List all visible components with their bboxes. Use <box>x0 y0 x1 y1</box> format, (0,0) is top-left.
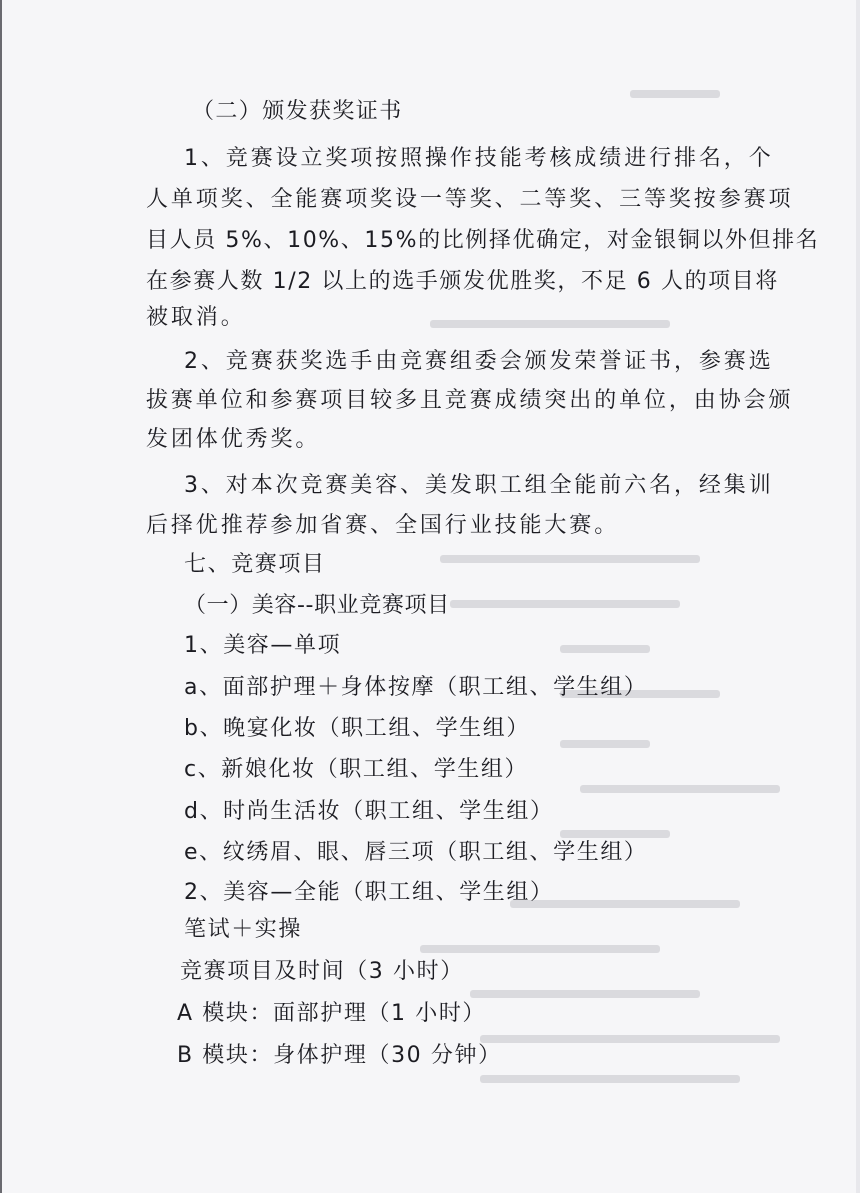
section-heading-competition-items: 七、竞赛项目 <box>184 552 326 577</box>
list-item: 笔试＋实操 <box>184 917 303 942</box>
list-item: a、面部护理＋身体按摩（职工组、学生组） <box>184 675 648 700</box>
paragraph-line: 人单项奖、全能赛项奖设一等奖、二等奖、三等奖按参赛项 <box>146 187 794 212</box>
list-item: c、新娘化妆（职工组、学生组） <box>184 757 529 782</box>
paragraph-line: 发团体优秀奖。 <box>146 427 321 452</box>
list-item: 竞赛项目及时间（3 小时） <box>180 959 464 984</box>
section-heading-awards: （二）颁发获奖证书 <box>192 99 403 124</box>
paragraph-line: 在参赛人数 1/2 以上的选手颁发优胜奖，不足 6 人的项目将 <box>146 269 779 294</box>
list-item: e、纹绣眉、眼、唇三项（职工组、学生组） <box>184 840 648 865</box>
paragraph-line: 2、竞赛获奖选手由竞赛组委会颁发荣誉证书，参赛选 <box>184 349 774 374</box>
list-item: b、晚宴化妆（职工组、学生组） <box>184 716 530 741</box>
list-item: 1、美容—单项 <box>184 633 342 658</box>
paragraph-line: 被取消。 <box>146 305 246 330</box>
paragraph-line: 1、竞赛设立奖项按照操作技能考核成绩进行排名，个 <box>184 146 774 171</box>
paragraph-line: 后择优推荐参加省赛、全国行业技能大赛。 <box>146 513 620 538</box>
list-item: d、时尚生活妆（职工组、学生组） <box>184 799 554 824</box>
list-item: B 模块：身体护理（30 分钟） <box>177 1043 502 1068</box>
paragraph-line: 拔赛单位和参赛项目较多且竞赛成绩突出的单位，由协会颁 <box>146 388 794 413</box>
paragraph-line: 3、对本次竞赛美容、美发职工组全能前六名，经集训 <box>184 473 774 498</box>
list-item: A 模块：面部护理（1 小时） <box>177 1001 487 1026</box>
subsection-heading-beauty: （一）美容--职业竞赛项目 <box>184 593 450 618</box>
paragraph-line: 目人员 5%、10%、15%的比例择优确定，对金银铜以外但排名 <box>146 228 820 253</box>
list-item: 2、美容—全能（职工组、学生组） <box>184 880 554 905</box>
